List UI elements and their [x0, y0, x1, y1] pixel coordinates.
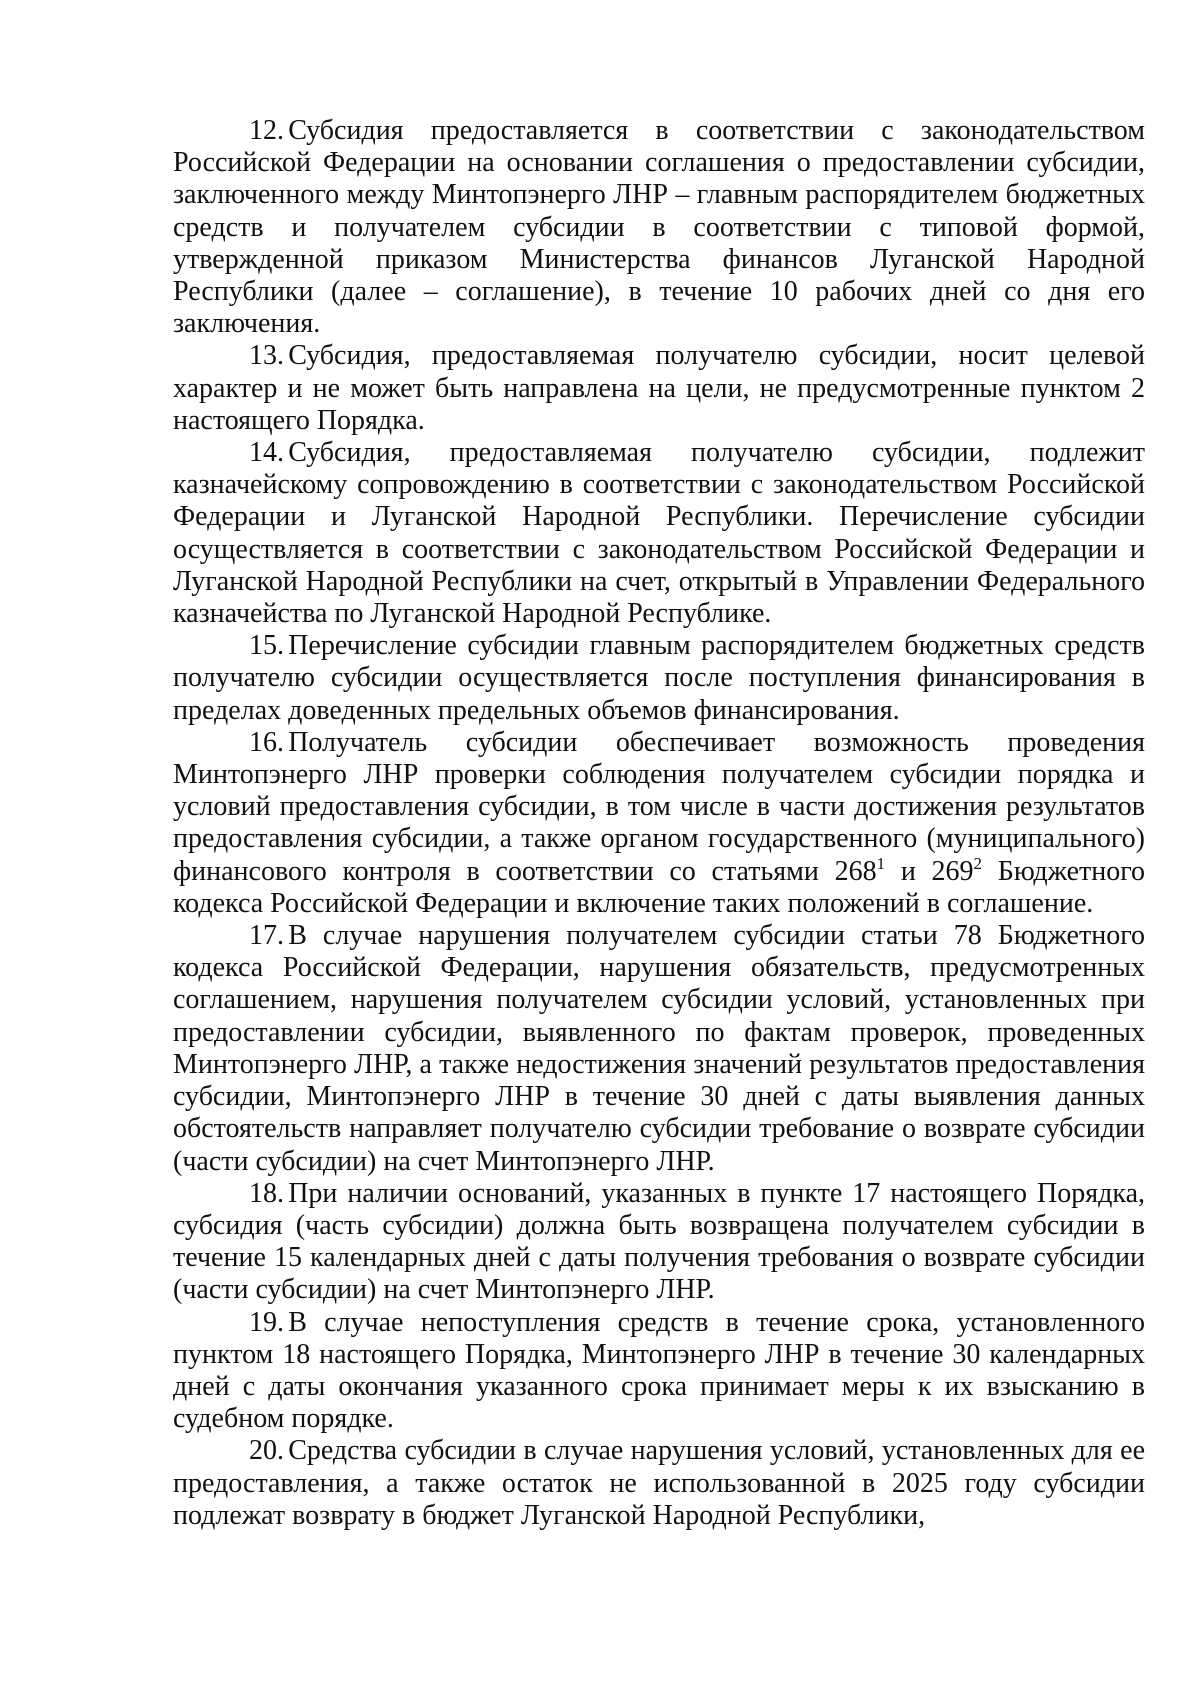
paragraph-17: [173, 920, 1145, 1178]
paragraph-12: [173, 115, 1145, 340]
paragraph-number: 14.: [249, 437, 284, 469]
paragraph-text: Субсидия, предоставляемая получателю субсидии, подлежит казначейскому сопровождению в соответствии с законодательством Российской Федерации и Луганской Народной Республики. Перечисление субсидии осуществляется в соответствии с законодательством Российской Федерации и Луганской Народной Республики на счет, открытый в Управлении Федерального казначейства по Луганской Народной Республике.: [173, 437, 1145, 630]
paragraph-20: [173, 1435, 1145, 1532]
paragraph-number: 19.: [249, 1306, 284, 1338]
superscript: 2: [973, 853, 983, 873]
paragraph-text: Средства субсидии в случае нарушения условий, установленных для ее предоставления, а также остаток не использованной в 2025 году субсидии подлежат возврату в бюджет Луганской Народной Республики,: [173, 1435, 1145, 1531]
paragraph-text: В случае нарушения получателем субсидии статьи 78 Бюджетного кодекса Российской Федерации, нарушения обязательств, предусмотренных соглашением, нарушения получателем субсидии условий, установленных при предоставлении субсидии, выявленного по фактам проверок, проведенных Минтопэнерго ЛНР, а также недостижения значений результатов предоставления субсидии, Минтопэнерго ЛНР в течение 30 дней с даты выявления данных обстоятельств направляет получателю субсидии требование о возврате субсидии (части субсидии) на счет Минтопэнерго ЛНР.: [173, 920, 1145, 1177]
paragraph-19: [173, 1307, 1145, 1436]
paragraph-number: 20.: [249, 1435, 284, 1467]
paragraph-text: Получатель субсидии обеспечивает возможность проведения Минтопэнерго ЛНР проверки соблюдения получателем субсидии порядка и условий предоставления субсидии, в том числе в части достижения результатов предоставления субсидии, а также органом государственного (муниципального) финансового контроля в соответствии со статьями 268: [173, 726, 1145, 887]
paragraph-16: [173, 727, 1145, 920]
document-page: [173, 115, 1145, 1532]
paragraph-text: Субсидия предоставляется в соответствии с законодательством Российской Федерации на основании соглашения о предоставлении субсидии, заключенного между Минтопэнерго ЛНР – главным распорядителем бюджетных средств и получателем субсидии в соответствии с типовой формой, утвержденной приказом Министерства финансов Луганской Народной Республики (далее – соглашение), в течение 10 рабочих дней со дня его заключения.: [173, 115, 1145, 340]
superscript: 1: [876, 853, 886, 873]
paragraph-text: В случае непоступления средств в течение срока, установленного пунктом 18 настоящего Порядка, Минтопэнерго ЛНР в течение 30 календарных дней с даты окончания указанного срока принимает меры к их взысканию в судебном порядке.: [173, 1306, 1145, 1435]
paragraph-text: Перечисление субсидии главным распорядителем бюджетных средств получателю субсидии осуществляется после поступления финансирования в пределах доведенных предельных объемов финансирования.: [173, 630, 1145, 726]
paragraph-number: 18.: [249, 1177, 284, 1209]
paragraph-13: [173, 340, 1145, 437]
paragraph-number: 13.: [249, 340, 284, 372]
paragraph-number: 15.: [249, 630, 284, 662]
paragraph-number: 12.: [249, 115, 284, 146]
paragraph-text: Бюджетного кодекса Российской Федерации и включение таких положений в соглашение.: [173, 855, 1146, 919]
paragraph-text: При наличии оснований, указанных в пункте 17 настоящего Порядка, субсидия (часть субсидии) должна быть возвращена получателем субсидии в течение 15 календарных дней с даты получения требования о возврате субсидии (части субсидии) на счет Минтопэнерго ЛНР.: [173, 1177, 1145, 1306]
paragraph-number: 17.: [249, 920, 284, 952]
paragraph-number: 16.: [249, 726, 284, 758]
paragraph-text: Субсидия, предоставляемая получателю субсидии, носит целевой характер и не может быть направлена на цели, не предусмотренные пунктом 2 настоящего Порядка.: [173, 340, 1145, 436]
paragraph-18: [173, 1178, 1145, 1307]
paragraph-14: [173, 437, 1145, 630]
paragraph-text: и 269: [885, 855, 974, 887]
paragraph-15: [173, 630, 1145, 727]
